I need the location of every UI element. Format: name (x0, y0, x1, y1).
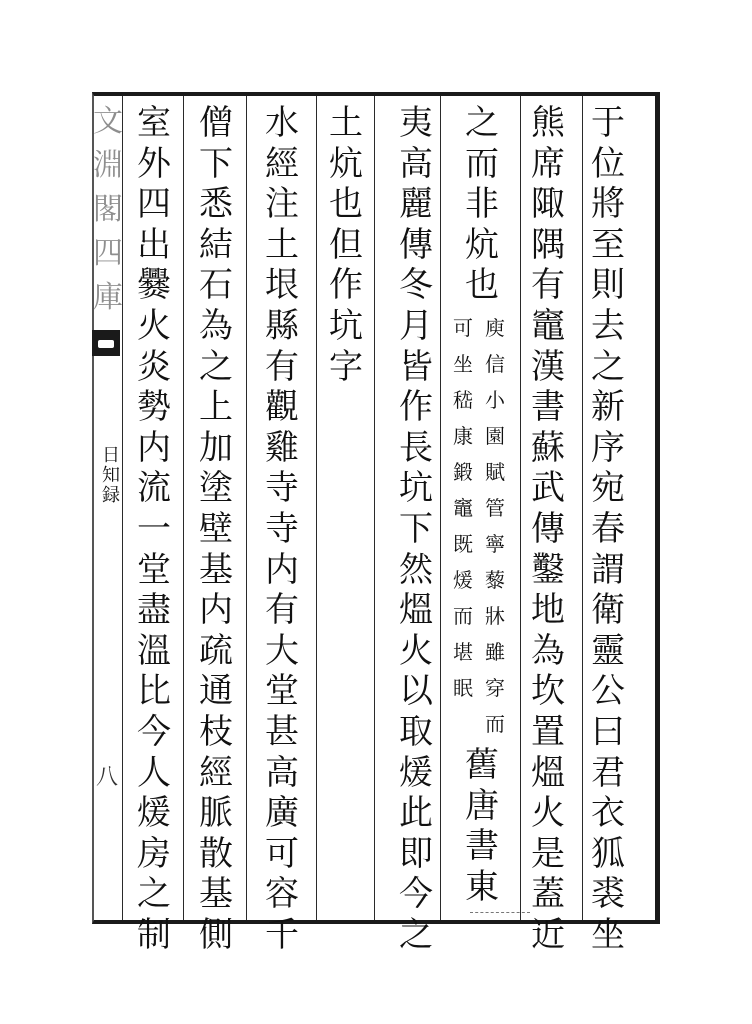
character: 煖 (137, 793, 171, 834)
character: 千 (265, 914, 299, 955)
character: 内 (265, 549, 299, 590)
character: 地 (531, 590, 565, 631)
character: 竈 (531, 305, 565, 346)
character: 字 (329, 346, 363, 387)
character: 然 (399, 549, 433, 590)
character: 席 (531, 143, 565, 184)
character: 煖 (399, 752, 433, 793)
character: 唐 (465, 785, 499, 826)
character: 之 (399, 914, 433, 955)
character: 庾 (485, 316, 505, 340)
character: 今 (399, 874, 433, 915)
character: 經 (199, 752, 233, 793)
character: 序 (591, 427, 625, 468)
character: 火 (137, 305, 171, 346)
character: 水 (265, 103, 299, 143)
character: 外 (137, 143, 171, 184)
character: 皆 (399, 346, 433, 387)
character: 寺 (265, 508, 299, 549)
character: 至 (591, 224, 625, 265)
character: 麗 (399, 184, 433, 225)
character: 衛 (591, 590, 625, 631)
annotation-column-right (482, 310, 508, 742)
character: 取 (399, 711, 433, 752)
character: 鍛 (453, 460, 473, 484)
character: 塗 (199, 468, 233, 509)
character: 堂 (265, 671, 299, 712)
character: 近 (531, 914, 565, 955)
character: 春 (591, 508, 625, 549)
character: 新 (591, 387, 625, 428)
text-column-5 (326, 103, 366, 387)
character: 信 (485, 352, 505, 376)
character: 下 (199, 143, 233, 184)
character: 内 (137, 427, 171, 468)
character: 而 (465, 143, 499, 184)
character: 鑿 (531, 549, 565, 590)
character: 壁 (199, 508, 233, 549)
column-rule (374, 96, 375, 920)
character: 雞 (265, 427, 299, 468)
character: 流 (137, 468, 171, 509)
character: 甚 (265, 711, 299, 752)
character: 書 (531, 387, 565, 428)
character: 坎 (531, 671, 565, 712)
character: 隅 (531, 224, 565, 265)
text-column-2 (528, 103, 568, 955)
character: 經 (265, 143, 299, 184)
character: 藜 (485, 568, 505, 592)
character: 疏 (199, 630, 233, 671)
character: 傳 (399, 224, 433, 265)
character: 坐 (591, 914, 625, 955)
character: 位 (591, 143, 625, 184)
character: 衣 (591, 793, 625, 834)
character: 炕 (465, 224, 499, 265)
character: 陬 (531, 184, 565, 225)
character: 可 (453, 316, 473, 340)
character: 作 (399, 387, 433, 428)
character: 散 (199, 833, 233, 874)
character: 通 (199, 671, 233, 712)
character: 蓋 (531, 874, 565, 915)
character: 坐 (453, 352, 473, 376)
character: 堪 (453, 640, 473, 664)
character: 長 (399, 427, 433, 468)
character: 注 (265, 184, 299, 225)
character: 而 (453, 604, 473, 628)
character: 傳 (531, 508, 565, 549)
character: 蘇 (531, 427, 565, 468)
character: 漢 (531, 346, 565, 387)
character: 非 (465, 184, 499, 225)
character: 穿 (485, 676, 505, 700)
character: 石 (199, 265, 233, 306)
character: 溫 (137, 630, 171, 671)
page-frame (92, 92, 660, 924)
character: 竈 (453, 496, 473, 520)
character: 高 (265, 752, 299, 793)
character: 小 (485, 388, 505, 412)
character: 裘 (591, 874, 625, 915)
character: 室 (137, 103, 171, 143)
book-title (96, 445, 122, 505)
character: 武 (531, 468, 565, 509)
character: 有 (265, 346, 299, 387)
character: 有 (265, 590, 299, 631)
character: 為 (531, 630, 565, 671)
character: 是 (531, 833, 565, 874)
text-column-3 (462, 103, 502, 306)
character: 嵇 (453, 388, 473, 412)
character: 雖 (485, 640, 505, 664)
character: 之 (591, 346, 625, 387)
character: 舊 (465, 745, 499, 785)
character: 也 (465, 265, 499, 306)
character: 熊 (531, 103, 565, 143)
character: 之 (199, 346, 233, 387)
character: 寧 (485, 532, 505, 556)
character: 月 (399, 305, 433, 346)
annotation-divider (470, 912, 530, 913)
text-column-6 (262, 103, 302, 955)
character: 脈 (199, 793, 233, 834)
character: 一 (137, 508, 171, 549)
character: 牀 (485, 604, 505, 628)
text-column-1 (588, 103, 628, 955)
character: 制 (137, 914, 171, 955)
character: 枝 (199, 711, 233, 752)
margin-title-faded: 文 淵 閣 四 庫 (93, 104, 123, 315)
character: 火 (531, 793, 565, 834)
character: 結 (199, 224, 233, 265)
character: 書 (465, 826, 499, 867)
character: 縣 (265, 305, 299, 346)
character: 東 (465, 866, 499, 907)
column-rule (183, 96, 184, 920)
character: 爨 (137, 265, 171, 306)
character: 但 (329, 224, 363, 265)
character: 之 (137, 874, 171, 915)
character: 炕 (329, 143, 363, 184)
character: 人 (137, 752, 171, 793)
character: 基 (199, 549, 233, 590)
character: 勢 (137, 387, 171, 428)
character: 有 (531, 265, 565, 306)
text-column-8 (134, 103, 174, 955)
character: 管 (485, 496, 505, 520)
character: 下 (399, 508, 433, 549)
character: 基 (199, 874, 233, 915)
character: 坑 (329, 305, 363, 346)
fish-tail-mark (92, 330, 120, 356)
character: 僧 (199, 103, 233, 143)
character: 則 (591, 265, 625, 306)
character: 炎 (137, 346, 171, 387)
character: 置 (531, 711, 565, 752)
character: 可 (265, 833, 299, 874)
character: 而 (485, 712, 505, 736)
character: 作 (329, 265, 363, 306)
character: 謂 (591, 549, 625, 590)
column-rule (246, 96, 247, 920)
character: 房 (137, 833, 171, 874)
character: 君 (591, 752, 625, 793)
character: 此 (399, 793, 433, 834)
column-rule (520, 96, 521, 920)
character: 公 (591, 671, 625, 712)
column-rule (582, 96, 583, 920)
character: 土 (329, 103, 363, 143)
character: 容 (265, 874, 299, 915)
character: 盡 (137, 590, 171, 631)
character: 垠 (265, 265, 299, 306)
text-column-3-tail (462, 745, 502, 907)
character: 比 (137, 671, 171, 712)
text-column-7 (196, 103, 236, 955)
column-rule (440, 96, 441, 920)
character: 將 (591, 184, 625, 225)
character: 也 (329, 184, 363, 225)
character: 既 (453, 532, 473, 556)
character: 熅 (531, 752, 565, 793)
character: 土 (265, 224, 299, 265)
annotation-column-left (450, 310, 476, 706)
character: 園 (485, 424, 505, 448)
character: 悉 (199, 184, 233, 225)
character: 康 (453, 424, 473, 448)
column-rule (316, 96, 317, 920)
character: 曰 (591, 711, 625, 752)
character: 大 (265, 630, 299, 671)
character: 夷 (399, 103, 433, 143)
character: 熅 (399, 590, 433, 631)
character: 賦 (485, 460, 505, 484)
character: 宛 (591, 468, 625, 509)
character: 之 (465, 103, 499, 143)
character: 側 (199, 914, 233, 955)
page-number: 八 (96, 765, 119, 790)
character: 今 (137, 711, 171, 752)
character: 眠 (453, 676, 473, 700)
character: 靈 (591, 630, 625, 671)
character: 出 (137, 224, 171, 265)
character: 即 (399, 833, 433, 874)
character: 冬 (399, 265, 433, 306)
character: 廣 (265, 793, 299, 834)
character: 于 (591, 103, 625, 143)
character: 高 (399, 143, 433, 184)
character: 坑 (399, 468, 433, 509)
text-column-4 (396, 103, 436, 955)
character: 觀 (265, 387, 299, 428)
character: 煖 (453, 568, 473, 592)
character: 火 (399, 630, 433, 671)
character: 為 (199, 305, 233, 346)
character: 堂 (137, 549, 171, 590)
character: 狐 (591, 833, 625, 874)
character: 内 (199, 590, 233, 631)
book-title-text: 日知録 (99, 445, 120, 505)
character: 加 (199, 427, 233, 468)
character: 寺 (265, 468, 299, 509)
character: 四 (137, 184, 171, 225)
character: 去 (591, 305, 625, 346)
character: 以 (399, 671, 433, 712)
character: 上 (199, 387, 233, 428)
